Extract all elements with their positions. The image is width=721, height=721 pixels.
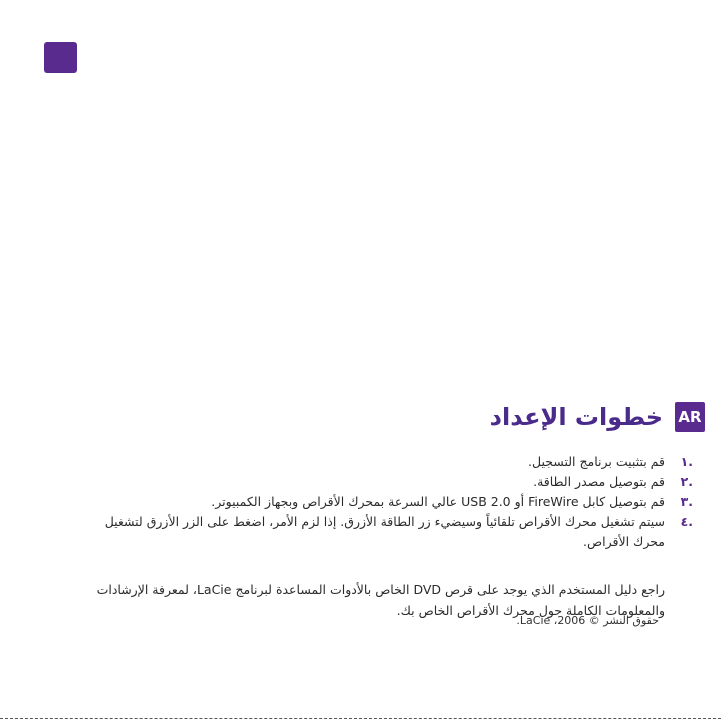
step-number: .٤: [680, 514, 693, 529]
list-item: [93, 452, 693, 472]
list-item: [93, 512, 693, 552]
setup-steps-list: [93, 452, 693, 552]
step-number: .١: [680, 454, 693, 469]
section-header: [490, 402, 705, 432]
step-text: قم بتثبيت برنامج التسجيل.: [528, 454, 665, 469]
corner-color-marker: [44, 42, 77, 73]
copyright-notice: حقوق النشر © 2006، LaCie.: [516, 614, 659, 627]
page-bottom-divider: [0, 718, 721, 719]
user-guide-note: راجع دليل المستخدم الذي يوجد على قرص DVD الخاص بالأدوات المساعدة لبرنامج LaCie، لمعرفة الإرشادات والمعلومات الكاملة حول محرك الأقراص الخاص بك.: [96, 581, 665, 618]
step-text: سيتم تشغيل محرك الأقراص تلقائياً وسيضيء زر الطاقة الأزرق. إذا لزم الأمر، اضغط على الزر الأزرق لتشغيل محرك الأقراص.: [104, 514, 665, 549]
list-item: [93, 472, 693, 492]
step-text: قم بتوصيل مصدر الطاقة.: [533, 474, 665, 489]
section-title: خطوات الإعداد: [489, 403, 663, 431]
step-number: .٢: [680, 474, 693, 489]
step-number: .٣: [680, 494, 693, 509]
language-badge: AR: [675, 402, 705, 432]
step-text: قم بتوصيل كابل FireWire أو USB 2.0 عالي السرعة بمحرك الأقراص وبجهاز الكمبيوتر.: [211, 494, 665, 509]
list-item: [93, 492, 693, 512]
